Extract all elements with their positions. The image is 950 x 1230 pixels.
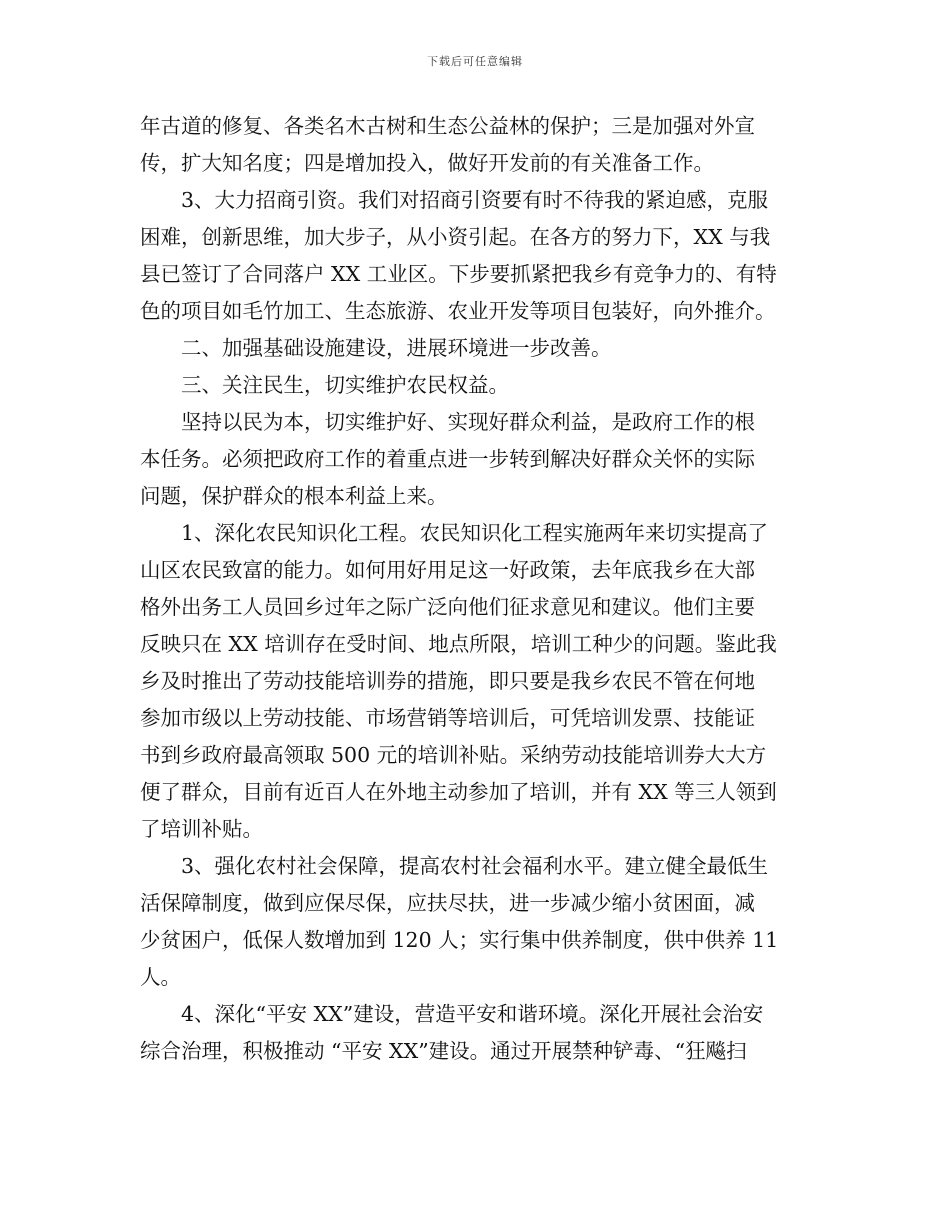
text-line: 书到乡政府最高领取 500 元的培训补贴。采纳劳动技能培训券大大方 <box>140 743 767 767</box>
text-line: 了培训补贴。 <box>140 817 263 841</box>
text-line: 年古道的修复、各类名木古树和生态公益林的保护；三是加强对外宣 <box>140 114 755 138</box>
text-line: 坚持以民为本，切实维护好、实现好群众利益，是政府工作的根 <box>181 410 755 434</box>
text-line: 山区农民致富的能力。如何用好用足这一好政策，去年底我乡在大部 <box>140 558 755 582</box>
text-line: 县已签订了合同落户 XX 工业区。下步要抓紧把我乡有竞争力的、有特 <box>140 262 777 286</box>
text-line: 困难，创新思维，加大步子，从小资引起。在各方的努力下，XX 与我 <box>140 225 771 249</box>
text-line: 少贫困户，低保人数增加到 120 人；实行集中供养制度，供中供养 11 <box>140 928 779 952</box>
section-heading: 二、加强基础设施建设，进展环境进一步改善。 <box>181 336 612 360</box>
text-line: 1、深化农民知识化工程。农民知识化工程实施两年来切实提高了 <box>181 521 769 545</box>
page-header: 下载后可任意编辑 <box>427 55 523 68</box>
text-line: 便了群众，目前有近百人在外地主动参加了培训，并有 XX 等三人领到 <box>140 780 777 804</box>
document-body <box>140 108 812 1070</box>
text-line: 传，扩大知名度；四是增加投入，做好开发前的有关准备工作。 <box>140 151 714 175</box>
section-heading: 三、关注民生，切实维护农民权益。 <box>181 373 509 397</box>
text-line: 乡及时推出了劳动技能培训券的措施，即只要是我乡农民不管在何地 <box>140 669 755 693</box>
text-line: 参加市级以上劳动技能、市场营销等培训后，可凭培训发票、技能证 <box>140 706 755 730</box>
text-line: 4、深化“平安 XX”建设，营造平安和谐环境。深化开展社会治安 <box>181 1002 764 1026</box>
text-line: 3、强化农村社会保障，提高农村社会福利水平。建立健全最低生 <box>181 854 769 878</box>
text-line: 活保障制度，做到应保尽保，应扶尽扶，进一步减少缩小贫困面，减 <box>140 891 755 915</box>
text-line: 色的项目如毛竹加工、生态旅游、农业开发等项目包装好，向外推介。 <box>140 299 776 323</box>
text-line: 3、大力招商引资。我们对招商引资要有时不待我的紧迫感，克服 <box>181 188 769 212</box>
text-line: 本任务。必须把政府工作的着重点进一步转到解决好群众关怀的实际 <box>140 447 755 471</box>
text-line: 人。 <box>140 965 181 989</box>
text-line: 综合治理，积极推动 “平安 XX”建设。通过开展禁种铲毒、“狂飚扫 <box>140 1039 747 1063</box>
text-line: 问题，保护群众的根本利益上来。 <box>140 484 448 508</box>
text-line: 反映只在 XX 培训存在受时间、地点所限，培训工种少的问题。鉴此我 <box>140 632 777 656</box>
text-line: 格外出务工人员回乡过年之际广泛向他们征求意见和建议。他们主要 <box>140 595 755 619</box>
